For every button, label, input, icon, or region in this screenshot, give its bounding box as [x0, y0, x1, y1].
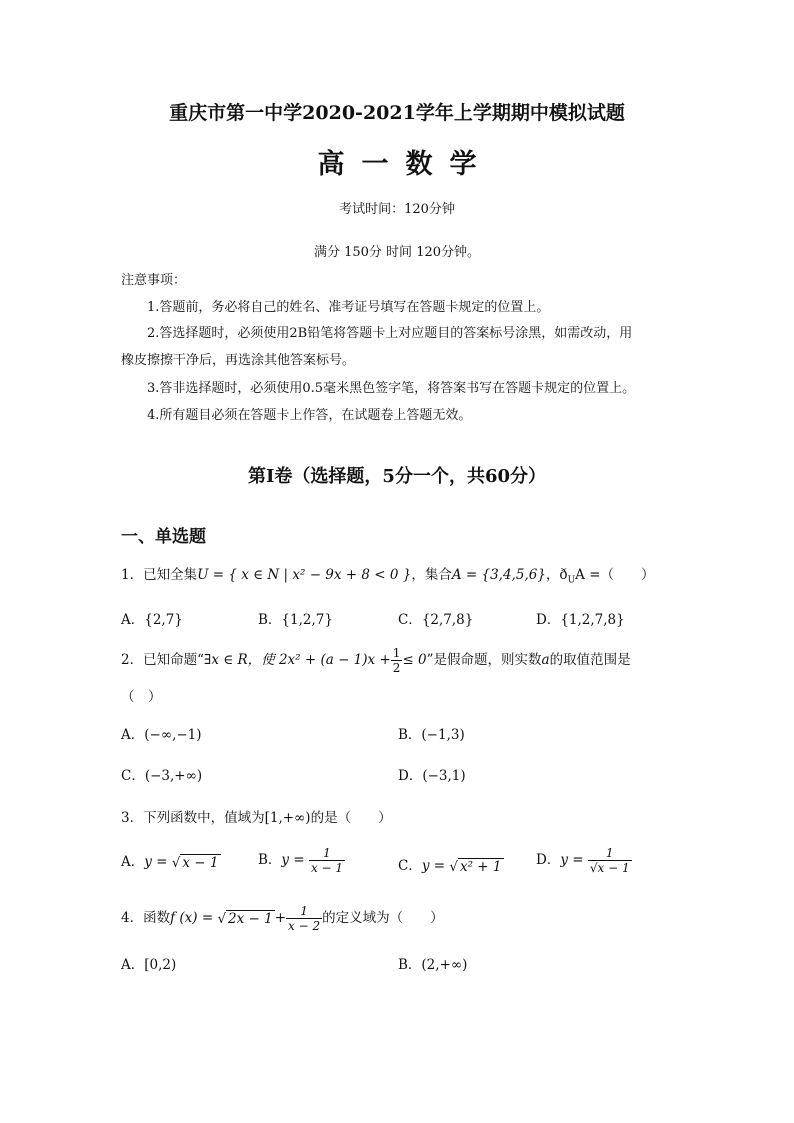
- q3-opt-a-sqrt: [172, 854, 221, 871]
- q2-frac-num: 1: [392, 646, 401, 660]
- q2-expr-a: ∃x ∈ R，使 2x² + (a − 1)x +: [204, 652, 391, 668]
- q1-set-u: U = { x ∈ N | x² − 9x + 8 < 0 }: [197, 567, 412, 583]
- q2-expr-b: ≤ 0: [402, 652, 427, 668]
- q3-opt-c-sqrt: [449, 858, 503, 875]
- q1-prefix: 1．已知全集: [121, 567, 198, 583]
- section-title: 第Ⅰ卷（选择题，5分一个，共60分）: [248, 466, 546, 487]
- q1-end: A =（ ）: [575, 567, 655, 583]
- q1-option-d: D．{1,2,7,8}: [536, 612, 625, 628]
- q2-frac-den: 2: [392, 661, 401, 675]
- q3-opt-d-fraction: [588, 846, 632, 875]
- q4-prefix: 4．函数: [121, 910, 171, 926]
- q3-option-c: [398, 854, 504, 875]
- sqrt-icon: √: [217, 911, 227, 927]
- q3-range: [1,+∞): [264, 810, 311, 826]
- q4-end: 的定义域为（ ）: [322, 910, 444, 926]
- q3-opt-c-lhs: y =: [421, 858, 446, 874]
- note-item: 橡皮擦擦干净后，再选涂其他答案标号。: [121, 353, 356, 368]
- q3-prefix: 3．下列函数中，值域为: [121, 810, 265, 826]
- part-heading: 一、单选题: [121, 527, 206, 547]
- q2-option-c: C．(−3,+∞): [121, 768, 203, 784]
- q1-tail: ，ð: [545, 567, 568, 583]
- q3-option-b: [258, 846, 345, 875]
- q2-option-b: B．(−1,3): [398, 727, 465, 743]
- q4-frac-num: 1: [300, 904, 308, 918]
- sqrt-icon: √: [449, 859, 458, 875]
- note-item: 1.答题前，务必将自己的姓名、准考证号填写在答题卡规定的位置上。: [147, 300, 550, 315]
- sqrt-icon: √: [171, 855, 181, 871]
- q2-var: a: [541, 652, 550, 668]
- note-item: 4.所有题目必须在答题卡上作答，在试题卷上答题无效。: [147, 408, 472, 423]
- exam-title: 重庆市第一中学2020-2021学年上学期期中模拟试题: [169, 102, 625, 124]
- q3-opt-b-fraction: [309, 846, 345, 875]
- q1-mid: ，集合: [411, 567, 452, 583]
- q4-frac-den: x − 2: [288, 919, 321, 933]
- question-4: [121, 904, 444, 933]
- q4-fraction: [286, 904, 322, 933]
- subject-title: 高一数学: [317, 149, 494, 180]
- q3-option-a: [121, 850, 221, 871]
- note-item: 2.答选择题时，必须使用2B铅笔将答题卡上对应题目的答案标号涂黑，如需改动，用: [147, 326, 633, 341]
- q2-option-d: D．(−3,1): [398, 768, 466, 784]
- q3-opt-b-den: x − 1: [310, 861, 344, 875]
- note-item: 3.答非选择题时，必须使用0.5毫米黑色签字笔，将答案书写在答题卡规定的位置上。: [147, 381, 636, 396]
- q2-prefix: 2．已知命题“: [121, 652, 204, 668]
- q2-paren: （ ）: [121, 689, 162, 705]
- q2-end: 的取值范围是: [549, 652, 631, 668]
- q3-opt-d-num: 1: [605, 846, 614, 860]
- q1-set-a: A = {3,4,5,6}: [451, 567, 546, 583]
- q4-option-a: A．[0,2): [121, 957, 177, 973]
- q3-opt-b-label: B．: [258, 852, 282, 868]
- q4-option-b: B．(2,+∞): [398, 957, 468, 973]
- q1-sub: U: [567, 575, 576, 586]
- q1-option-b: B．{1,2,7}: [258, 612, 333, 628]
- q4-fn: f (x) =: [170, 910, 214, 926]
- q3-option-d: [536, 846, 632, 875]
- q2-suffix: ”是假命题，则实数: [426, 652, 542, 668]
- q4-sqrt: [217, 910, 274, 927]
- q2-option-a: A．(−∞,−1): [121, 727, 202, 743]
- score-time: 满分 150分 时间 120分钟。: [313, 245, 481, 260]
- q4-rad: 2x − 1: [228, 911, 273, 927]
- q3-opt-b-lhs: y =: [281, 852, 305, 868]
- q2-fraction: [391, 646, 403, 675]
- q4-plus: +: [274, 910, 287, 926]
- q3-opt-c-rad: x² + 1: [459, 859, 502, 875]
- q3-opt-d-den: √x − 1: [589, 861, 630, 875]
- q3-opt-c-label: C．: [398, 858, 422, 874]
- question-2: [121, 646, 631, 675]
- exam-time: 考试时间：120分钟: [339, 202, 455, 217]
- q3-opt-a-rad: x − 1: [182, 855, 219, 871]
- question-3: [121, 806, 392, 826]
- notes-title: 注意事项：: [121, 273, 187, 288]
- question-1: [121, 563, 655, 586]
- q3-opt-a-label: A．: [121, 854, 145, 870]
- q3-opt-b-num: 1: [323, 846, 331, 860]
- q3-opt-d-label: D．: [536, 852, 561, 868]
- q1-option-a: A．{2,7}: [121, 612, 183, 628]
- q1-option-c: C．{2,7,8}: [398, 612, 474, 628]
- q3-opt-a-lhs: y =: [144, 854, 168, 870]
- q3-end: 的是（ ）: [310, 810, 392, 826]
- q3-opt-d-lhs: y =: [560, 852, 584, 868]
